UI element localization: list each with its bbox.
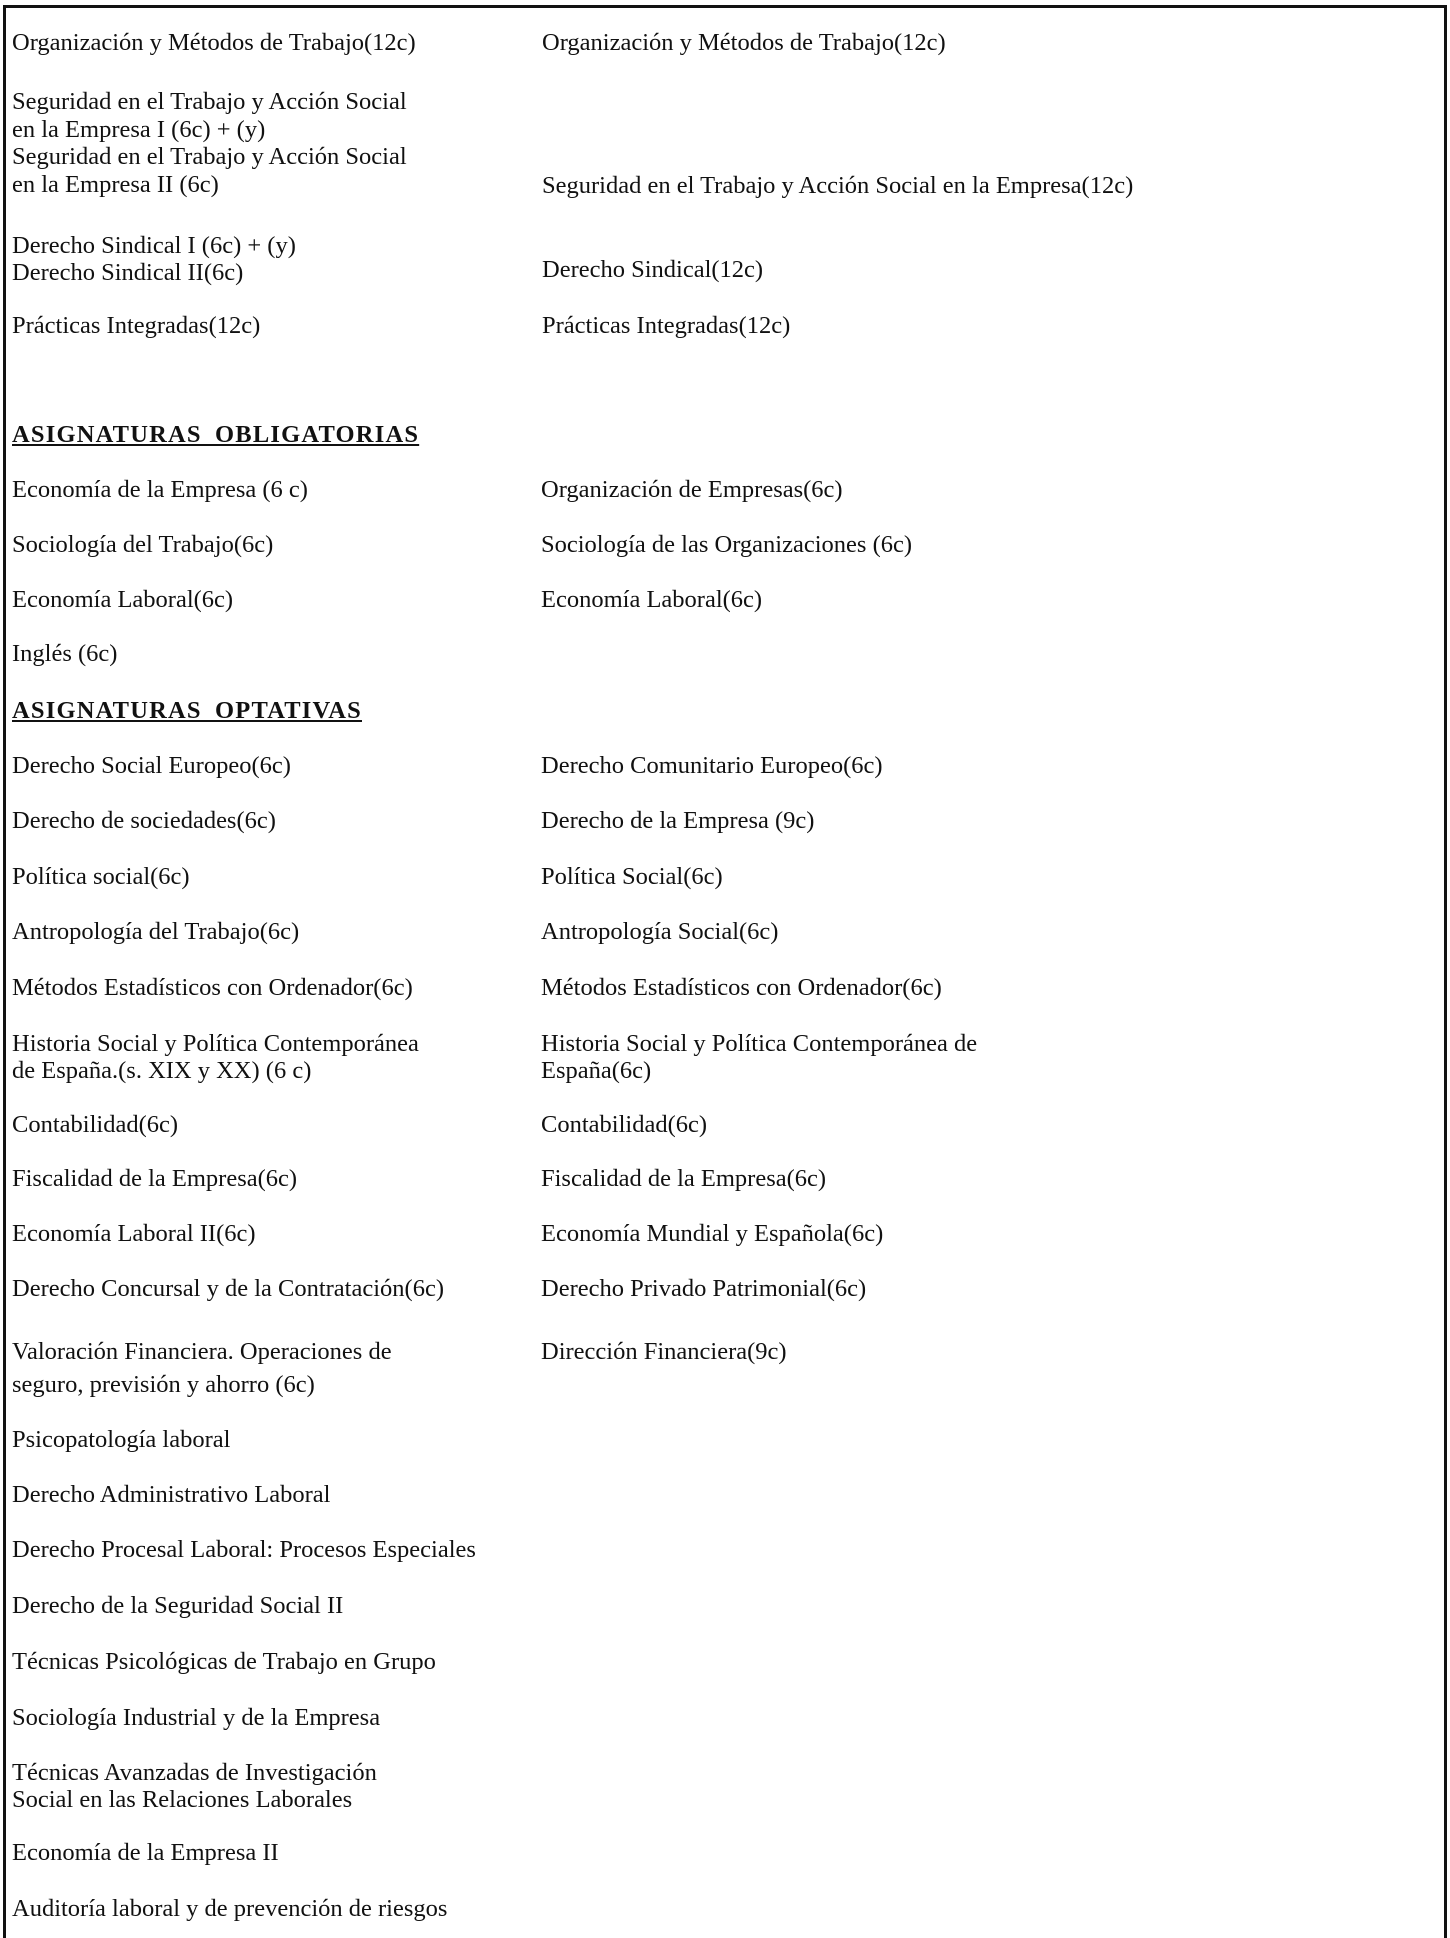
cell-line: Derecho Procesal Laboral: Procesos Especiales [12, 1536, 476, 1563]
right-cell [542, 29, 946, 56]
right-cell [542, 312, 790, 339]
left-cell [12, 1220, 256, 1247]
right-cell [541, 807, 814, 834]
left-cell [12, 640, 117, 667]
cell-line: Antropología del Trabajo(6c) [12, 918, 300, 945]
cell-line: Derecho Comunitario Europeo(6c) [541, 752, 883, 779]
left-cell [12, 1111, 178, 1138]
cell-line: Contabilidad(6c) [12, 1111, 179, 1138]
cell-line: Derecho Social Europeo(6c) [12, 752, 291, 779]
left-cell [12, 1335, 392, 1401]
cell-line: Derecho de la Empresa (9c) [541, 807, 815, 834]
right-cell [541, 752, 883, 779]
right-cell [542, 172, 1133, 199]
cell-line: Métodos Estadísticos con Ordenador(6c) [541, 974, 942, 1001]
cell-line: Antropología Social(6c) [541, 918, 779, 945]
right-cell [541, 1030, 977, 1084]
right-cell [541, 586, 762, 613]
cell-line: Historia Social y Política Contemporánea de [541, 1030, 978, 1057]
cell-line: Seguridad en el Trabajo y Acción Social [12, 143, 407, 170]
cell-line: Derecho Sindical II(6c) [12, 259, 244, 286]
cell-line: Economía Mundial y Española(6c) [541, 1220, 884, 1247]
left-cell [12, 1839, 279, 1866]
cell-line: Métodos Estadísticos con Ordenador(6c) [12, 974, 413, 1001]
left-cell [12, 1759, 377, 1813]
cell-line: Derecho Sindical I (6c) + (y) [12, 232, 296, 259]
left-cell [12, 1536, 476, 1563]
left-cell [12, 531, 273, 558]
section-heading-obligatorias: ASIGNATURAS OBLIGATORIAS [12, 421, 420, 448]
cell-line: Dirección Financiera(9c) [541, 1338, 787, 1365]
cell-line: Fiscalidad de la Empresa(6c) [12, 1165, 298, 1192]
left-cell [12, 1030, 419, 1084]
left-cell [12, 88, 407, 198]
cell-line: Técnicas Psicológicas de Trabajo en Grupo [12, 1648, 436, 1675]
cell-line: en la Empresa I (6c) + (y) [12, 115, 266, 143]
right-cell [541, 531, 912, 558]
right-cell [541, 1111, 707, 1138]
cell-line: Sociología Industrial y de la Empresa [12, 1704, 381, 1731]
right-cell [541, 863, 723, 890]
cell-line: Derecho de la Seguridad Social II [12, 1592, 344, 1619]
cell-line: Fiscalidad de la Empresa(6c) [541, 1165, 827, 1192]
cell-line: Derecho Concursal y de la Contratación(6c) [12, 1275, 444, 1302]
section-heading-optativas: ASIGNATURAS OPTATIVAS [12, 697, 362, 724]
cell-line: Técnicas Avanzadas de Investigación [12, 1759, 377, 1786]
cell-line: Política Social(6c) [541, 863, 723, 890]
left-cell [12, 1592, 343, 1619]
left-cell [12, 312, 260, 339]
cell-line: Inglés (6c) [12, 640, 118, 667]
left-cell [12, 29, 416, 56]
cell-line: Social en las Relaciones Laborales [12, 1786, 353, 1813]
left-cell [12, 1895, 447, 1922]
cell-line: Prácticas Integradas(12c) [12, 312, 261, 339]
cell-line: Economía Laboral II(6c) [12, 1220, 256, 1247]
right-cell [541, 476, 843, 503]
cell-line: de España.(s. XIX y XX) (6 c) [12, 1057, 312, 1084]
left-cell [12, 863, 190, 890]
cell-line: Política social(6c) [12, 863, 190, 890]
cell-line: Historia Social y Política Contemporánea [12, 1030, 419, 1057]
cell-line: Economía Laboral(6c) [12, 586, 234, 613]
left-cell [12, 586, 233, 613]
cell-line: Derecho Sindical(12c) [542, 256, 764, 283]
right-cell [541, 918, 778, 945]
cell-line: Prácticas Integradas(12c) [542, 312, 791, 339]
cell-line: Seguridad en el Trabajo y Acción Social en la Empresa(12c) [542, 172, 1134, 199]
cell-line: seguro, previsión y ahorro (6c) [12, 1371, 315, 1398]
left-cell [12, 807, 276, 834]
right-cell [541, 974, 942, 1001]
left-cell [12, 1481, 330, 1508]
right-cell [542, 256, 763, 283]
cell-line: Seguridad en el Trabajo y Acción Social [12, 88, 407, 115]
left-cell [12, 752, 291, 779]
left-cell [12, 476, 308, 503]
right-cell [541, 1165, 826, 1192]
left-cell [12, 1165, 297, 1192]
cell-line: Contabilidad(6c) [541, 1111, 708, 1138]
cell-line: Auditoría laboral y de prevención de riesgos [12, 1895, 448, 1922]
cell-line: Organización y Métodos de Trabajo(12c) [542, 29, 946, 56]
left-cell [12, 974, 413, 1001]
cell-line: Derecho de sociedades(6c) [12, 807, 276, 834]
cell-line: Economía Laboral(6c) [541, 586, 763, 613]
cell-line: Sociología del Trabajo(6c) [12, 531, 274, 558]
cell-line: Organización y Métodos de Trabajo(12c) [12, 29, 416, 56]
left-cell [12, 232, 296, 286]
cell-line: Derecho Administrativo Laboral [12, 1481, 331, 1508]
left-cell [12, 1426, 230, 1453]
cell-line: en la Empresa II (6c) [12, 170, 219, 198]
left-cell [12, 1648, 436, 1675]
left-cell [12, 1704, 380, 1731]
cell-line: Psicopatología laboral [12, 1426, 231, 1453]
cell-line: Derecho Privado Patrimonial(6c) [541, 1275, 867, 1302]
cell-line: Economía de la Empresa II [12, 1839, 279, 1866]
right-cell [541, 1335, 787, 1368]
left-cell [12, 1275, 444, 1302]
cell-line: Sociología de las Organizaciones (6c) [541, 531, 913, 558]
cell-line: Economía de la Empresa (6 c) [12, 476, 308, 503]
right-cell [541, 1275, 866, 1302]
cell-line: Organización de Empresas(6c) [541, 476, 843, 503]
cell-line: España(6c) [541, 1057, 652, 1084]
left-cell [12, 918, 299, 945]
cell-line: Valoración Financiera. Operaciones de [12, 1338, 392, 1365]
right-cell [541, 1220, 883, 1247]
